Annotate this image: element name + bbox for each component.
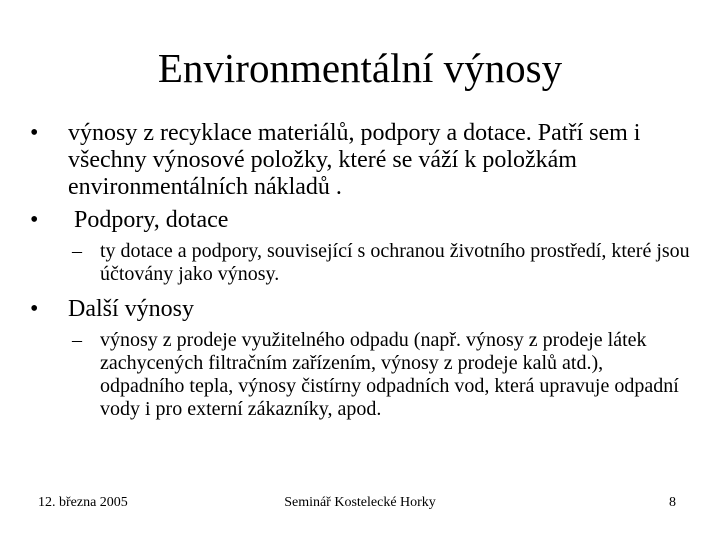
bullet-item (30, 120, 690, 201)
sub-bullet-text: výnosy z prodeje využitelného odpadu (např. výnosy z prodeje látek zachycených filtračním zařízením, výnosy z prodeje kalů atd.), odpadního tepla, výnosy čistírny odpadních vod, která upravuje odpadní vody i pro externí zákazníky, apod. (100, 329, 679, 420)
dash-icon: – (72, 329, 82, 351)
sub-bullet-item (30, 240, 690, 286)
footer-date: 12. března 2005 (38, 495, 128, 510)
bullet-icon: • (30, 207, 39, 233)
dash-icon: – (72, 240, 82, 262)
sub-bullet-item (30, 329, 690, 421)
bullet-icon: • (30, 296, 39, 322)
footer-page-number: 8 (669, 495, 676, 510)
bullet-text: Další výnosy (68, 296, 194, 322)
footer-event: Seminář Kostelecké Horky (284, 495, 436, 510)
slide-title: Environmentální výnosy (157, 45, 563, 91)
bullet-text: Podpory, dotace (68, 207, 229, 233)
sub-bullet-text: ty dotace a podpory, související s ochranou životního prostředí, které jsou účtovány jako výnosy. (100, 240, 690, 285)
bullet-item (30, 207, 690, 234)
slide-content (30, 120, 690, 431)
bullet-item (30, 296, 690, 323)
bullet-text: výnosy z recyklace materiálů, podpory a dotace. Patří sem i všechny výnosové položky, které se váží k položkám environmentálních nákladů . (68, 120, 641, 200)
bullet-icon: • (30, 120, 39, 146)
